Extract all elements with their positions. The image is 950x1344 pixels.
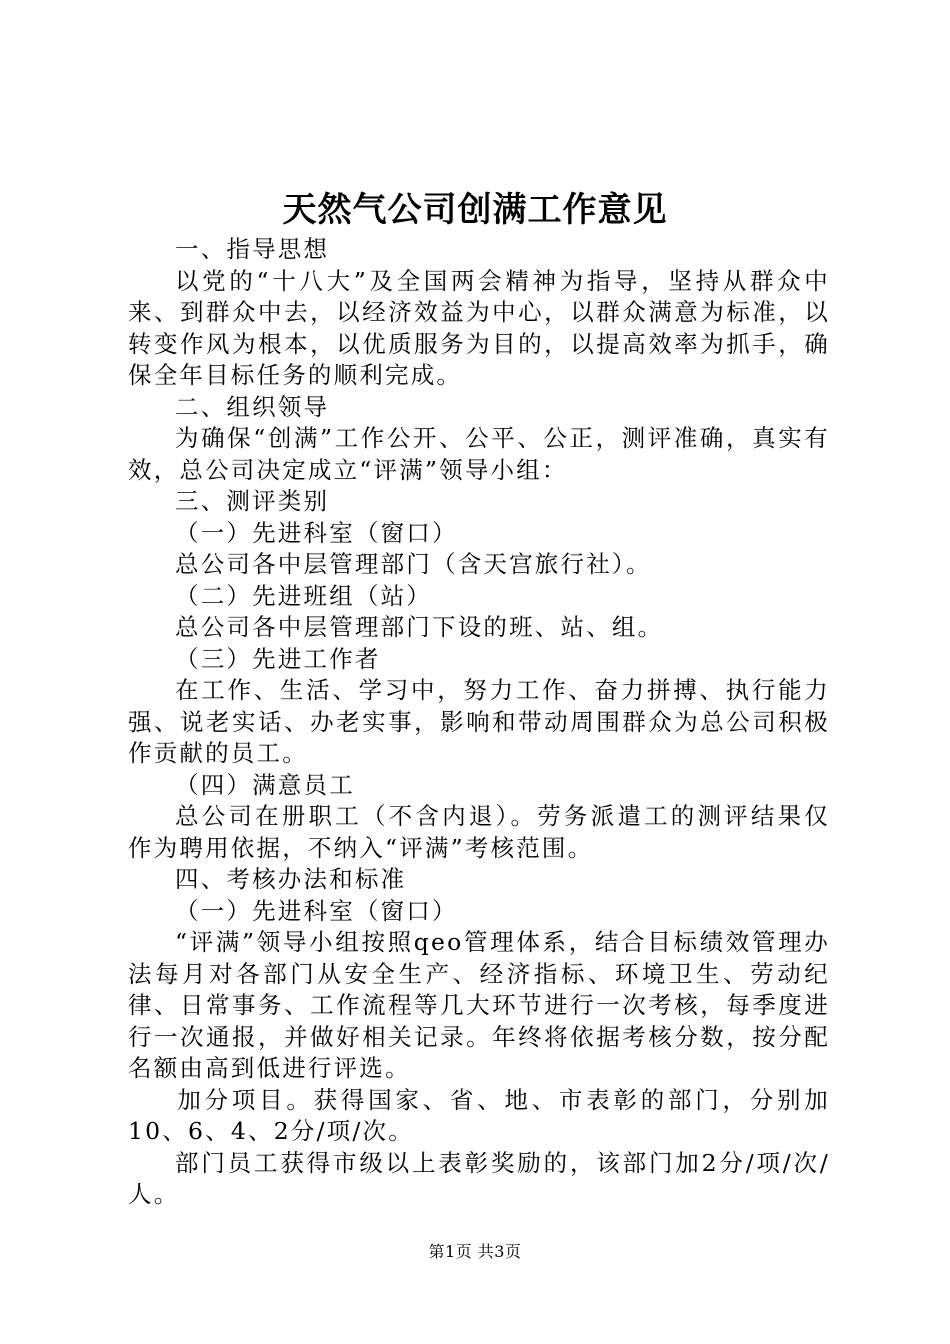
page-footer: 第1页 共3页 xyxy=(428,1242,522,1261)
subheading-advanced-worker: （三）先进工作者 xyxy=(175,644,381,673)
subheading-assessment-department: （一）先进科室（窗口） xyxy=(175,896,458,925)
subheading-advanced-team: （二）先进班组（站） xyxy=(175,581,432,610)
document-title: 天然气公司创满工作意见 xyxy=(282,190,668,230)
paragraph-assessment-procedure: “评满”领导小组按照qeo管理体系，结合目标绩效管理办法每月对各部门从安全生产、经济指标、环境卫生、劳动纪律、日常事务、工作流程等几大环节进行一次考核，每季度进行一次通报，并做好相关记录。年终将依据考核分数，按分配名额由高到低进行评选。 xyxy=(128,928,830,1082)
paragraph-bonus-items: 加分项目。获得国家、省、地、市表彰的部门，分别加10、6、4、2分/项/次。 xyxy=(128,1085,830,1145)
paragraph-employee-awards: 部门员工获得市级以上表彰奖励的，该部门加2分/项/次/人。 xyxy=(128,1148,830,1208)
subheading-satisfied-employee: （四）满意员工 xyxy=(175,770,355,799)
paragraph-guiding-ideology: 以党的“十八大”及全国两会精神为指导，坚持从群众中来、到群众中去，以经济效益为中心，以群众满意为标准，以转变作风为根本，以优质服务为目的，以提高效率为抓手，确保全年目标任务的顺利完成。 xyxy=(128,266,830,389)
section-heading-assessment-methods: 四、考核办法和标准 xyxy=(175,865,407,893)
document-body xyxy=(128,234,830,1211)
section-heading-organization: 二、组织领导 xyxy=(175,392,330,421)
paragraph-advanced-worker: 在工作、生活、学习中，努力工作、奋力拼搏、执行能力强、说老实话、办老实事，影响和带动周围群众为总公司积极作贡献的员工。 xyxy=(128,676,830,767)
section-heading-guiding-ideology: 一、指导思想 xyxy=(175,235,330,263)
paragraph-organization: 为确保“创满”工作公开、公平、公正，测评准确，真实有效，总公司决定成立“评满”领导小组： xyxy=(128,424,830,484)
section-heading-evaluation-categories: 三、测评类别 xyxy=(175,487,330,515)
paragraph-advanced-department: 总公司各中层管理部门（含天宫旅行社）。 xyxy=(175,550,652,578)
paragraph-satisfied-employee: 总公司在册职工（不含内退）。劳务派遣工的测评结果仅作为聘用依据，不纳入“评满”考核范围。 xyxy=(128,802,830,862)
paragraph-advanced-team: 总公司各中层管理部门下设的班、站、组。 xyxy=(175,613,664,641)
subheading-advanced-department: （一）先进科室（窗口） xyxy=(175,518,458,547)
